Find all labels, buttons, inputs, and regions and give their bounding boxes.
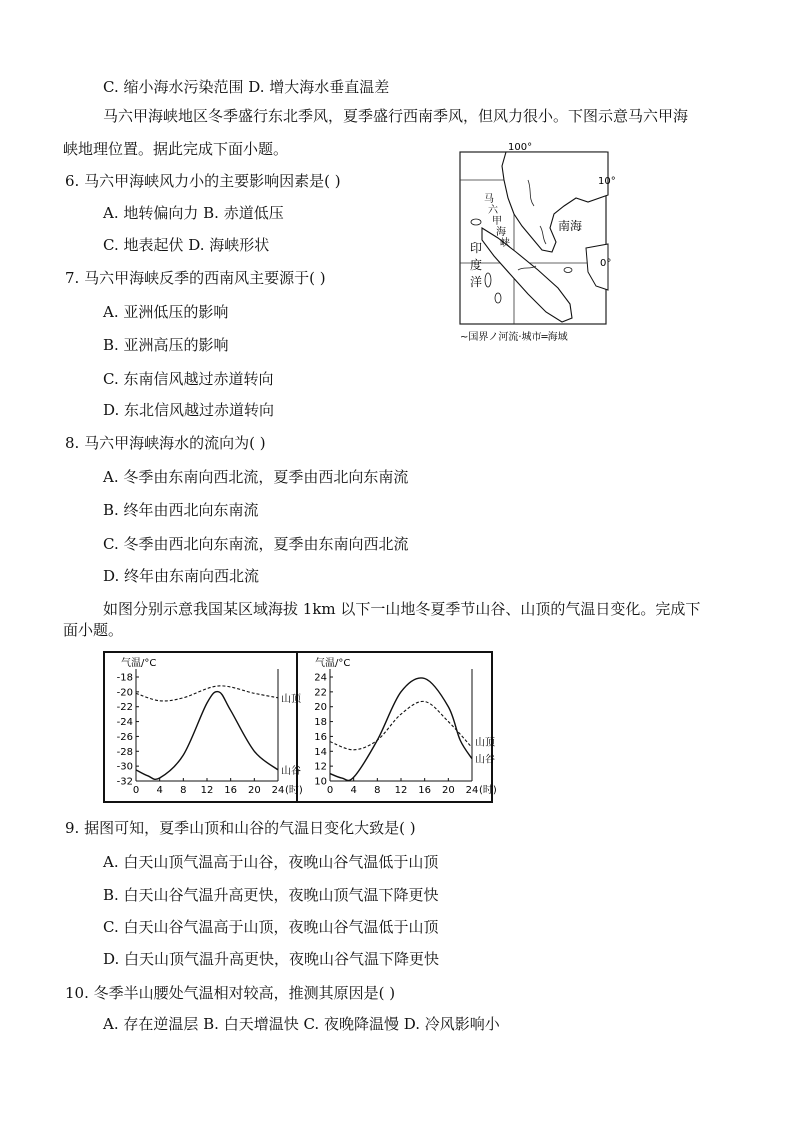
y-tick-label: -20 [116,687,133,699]
y-tick-label: -30 [116,761,133,773]
y-tick-label: -18 [116,672,133,684]
x-tick-label: 16 [224,785,238,796]
map-label-char: 甲 [492,216,502,227]
map-label-char: 度 [470,258,483,272]
x-tick-label: 8 [180,785,187,796]
question-8-option-a: A. 冬季由东南向西北流，夏季由西北向东南流 [103,468,409,486]
question-9-option-a: A. 白天山顶气温高于山谷，夜晚山谷气温低于山顶 [103,853,439,871]
question-6-options-a-b: A. 地转偏向力 B. 赤道低压 [103,204,284,222]
passage-1-line-1: 马六甲海峡地区冬季盛行东北季风，夏季盛行西南季风，但风力很小。下图示意马六甲海 [103,107,689,125]
map-legend: ~国界ノ河流·城市═海域 [460,332,568,343]
question-6-options-c-d: C. 地表起伏 D. 海峡形状 [103,236,270,254]
map-label-char: 六 [488,205,498,216]
temperature-charts [103,651,497,803]
q5-options-c-d: C. 缩小海水污染范围 D. 增大海水垂直温差 [103,78,390,96]
x-tick-label: 8 [374,785,381,796]
island [564,268,572,273]
x-tick-label: 4 [350,785,357,796]
x-tick-label: 16 [418,785,432,796]
map-label-char: 马 [484,194,494,205]
y-tick-label: -24 [116,717,133,729]
question-10-options: A. 存在逆温层 B. 白天增温快 C. 夜晚降温慢 D. 冷风影响小 [103,1015,500,1033]
series-label: 山谷 [475,754,495,766]
south-china-sea-label: 南海 [558,219,583,233]
question-9: 9. 据图可知，夏季山顶和山谷的气温日变化大致是( ) [65,819,416,837]
question-8-option-b: B. 终年由西北向东南流 [103,501,259,519]
series-label: 山谷 [281,765,301,777]
x-tick-label: 12 [200,785,214,796]
y-tick-label: -22 [116,702,133,714]
question-6: 6. 马六甲海峡风力小的主要影响因素是( ) [65,172,341,190]
latitude-0-label: 0° [600,258,612,269]
x-tick-label: 4 [156,785,163,796]
question-9-option-b: B. 白天山谷气温升高更快，夜晚山顶气温下降更快 [103,886,439,904]
island [471,219,481,225]
y-tick-label: 16 [314,731,327,743]
question-9-option-c: C. 白天山谷气温高于山顶，夜晚山谷气温低于山顶 [103,918,439,936]
x-tick-label: 0 [132,785,140,796]
series-label: 山顶 [475,737,495,749]
map-label-char: 印 [470,241,483,255]
y-tick-label: -28 [116,746,133,758]
question-7-option-d: D. 东北信风越过赤道转向 [103,401,275,419]
y-tick-label: -32 [116,776,133,788]
y-tick-label: 24 [314,672,327,684]
question-10: 10. 冬季半山腰处气温相对较高，推测其原因是( ) [65,984,396,1002]
y-tick-label: 14 [314,746,327,758]
question-7-option-c: C. 东南信风越过赤道转向 [103,370,274,388]
question-8: 8. 马六甲海峡海水的流向为( ) [65,434,266,452]
y-tick-label: 12 [314,761,327,773]
y-tick-label: 20 [314,702,327,714]
island [485,273,491,287]
x-axis-label: (时) [479,785,497,796]
map-label-char: 峡 [500,238,510,249]
longitude-label: 100° [508,142,533,153]
island [495,293,501,303]
ocean-label [470,241,482,289]
question-9-option-d: D. 白天山顶气温升高更快，夜晚山谷气温下降更快 [103,950,440,968]
x-tick-label: 0 [326,785,334,796]
malacca-strait-map [458,140,616,345]
map-label-char: 洋 [470,275,483,289]
y-tick-label: 18 [314,717,327,729]
question-8-option-c: C. 冬季由西北向东南流，夏季由东南向西北流 [103,535,409,553]
question-7-option-b: B. 亚洲高压的影响 [103,336,229,354]
x-tick-label: 24 [271,785,285,796]
y-axis-label: 气温/°C [315,658,351,669]
x-tick-label: 12 [394,785,408,796]
x-tick-label: 20 [247,785,261,796]
passage-2-line-2: 面小题。 [63,621,124,639]
latitude-10-label: 10° [598,176,616,187]
x-tick-label: 24 [465,785,479,796]
y-axis-label: 气温/°C [121,658,157,669]
indian-ocean-label-text [470,241,482,289]
passage-1-line-2: 峡地理位置。据此完成下面小题。 [63,140,289,158]
question-7-option-a: A. 亚洲低压的影响 [103,303,229,321]
y-tick-label: 22 [314,687,327,699]
series-label: 山顶 [281,693,301,705]
question-7: 7. 马六甲海峡反季的西南风主要源于( ) [65,269,326,287]
passage-2-line-1: 如图分别示意我国某区域海拔 1km 以下一山地冬夏季节山谷、山顶的气温日变化。完成下 [103,600,701,618]
x-tick-label: 20 [441,785,455,796]
y-tick-label: 10 [314,776,327,788]
y-tick-label: -26 [116,731,133,743]
x-axis-label: (时) [285,785,303,796]
question-8-option-d: D. 终年由东南向西北流 [103,567,260,585]
map-label-char: 海 [496,227,506,238]
